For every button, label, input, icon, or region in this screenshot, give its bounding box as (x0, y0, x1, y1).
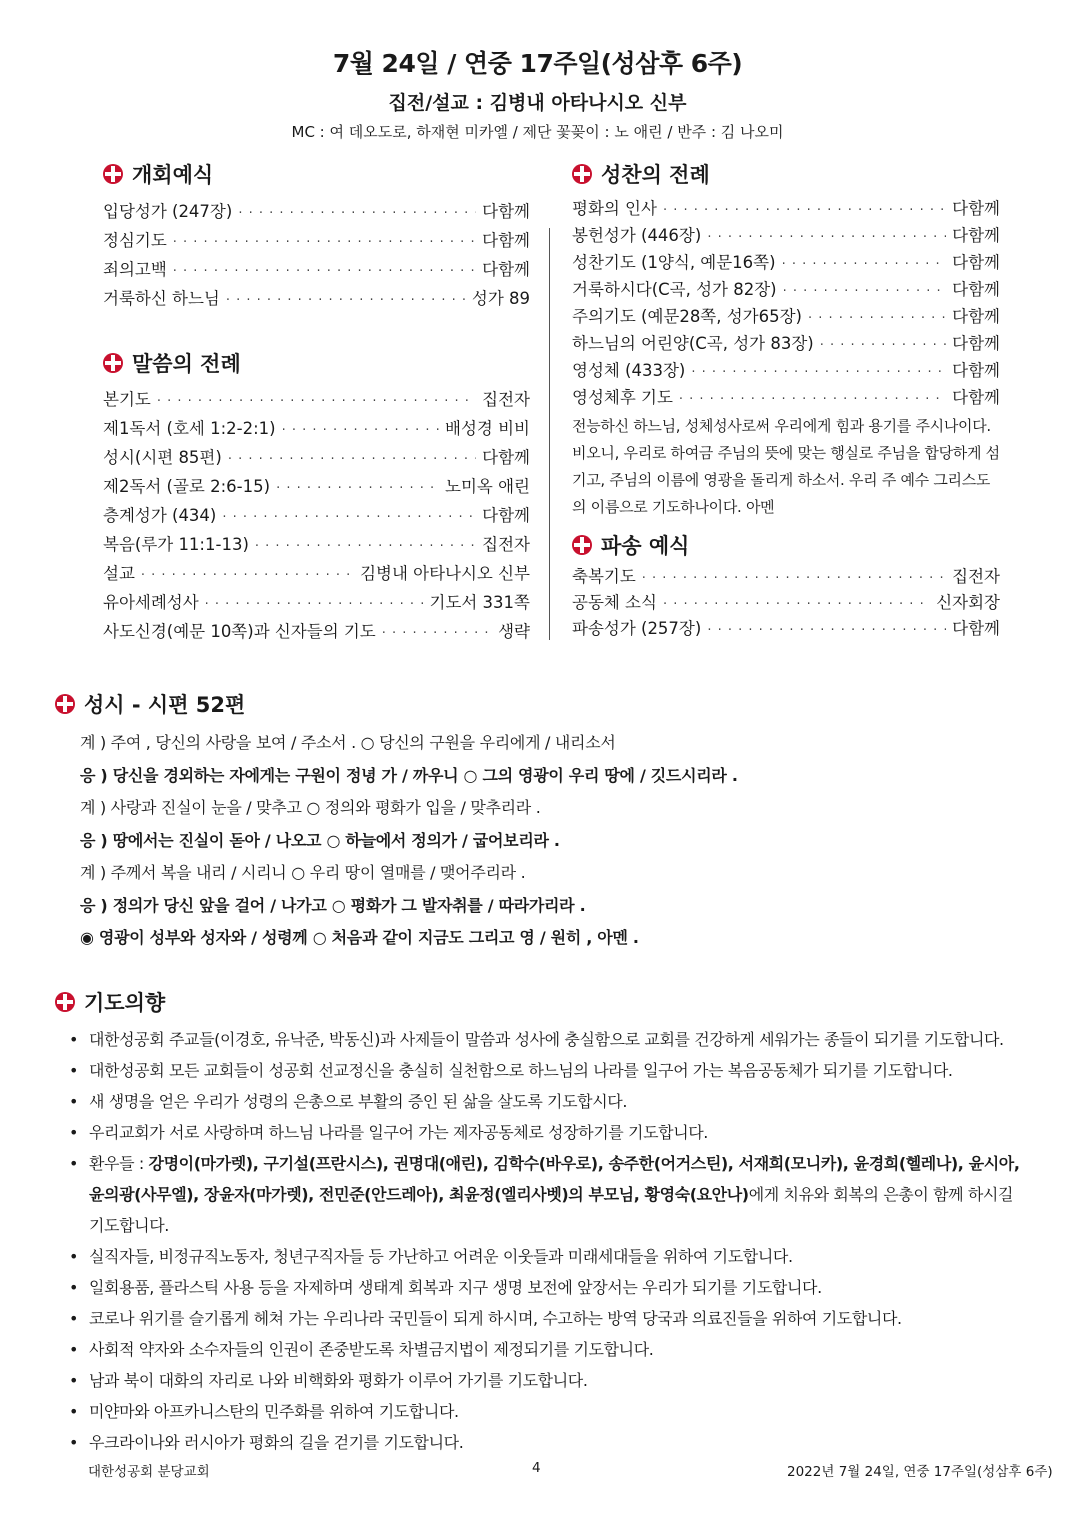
list-item: • 새 생명을 얻은 우리가 성령의 은총으로 부활의 증인 된 삶을 살도록 기도합시다. (69, 1086, 1030, 1117)
cross-icon (572, 535, 592, 555)
cross-icon (572, 164, 592, 184)
list-item: 성시(시편 85편) · · · 다함께 (103, 443, 530, 472)
bulletin-header (0, 44, 1075, 142)
list-item: 복음(루가 11:1-13) · · · 집전자 (103, 530, 530, 559)
psalm-line: ◉ 영광이 성부와 성자와 / 성령께 ○ 처음과 같이 지금도 그리고 영 / 원히 , 아멘 . (80, 928, 639, 947)
list-item-sick: • 환우들 : 강명이(마가렛), 구기설(프란시스), 권명대(애린), 김학수(바우로), 송주한(어거스틴), 서재희(모니카), 윤경희(헬레나), 윤시아, 윤의광(사무엘), 장윤자(마가렛), 전민준(안드레아), 최윤정(엘리사벳)의 부모님, 황영숙(요안나)에게 치유와 회복의 은총이 함께 하시길 기도합니다. (69, 1148, 1030, 1241)
intentions-heading: 기도의향 (55, 988, 1030, 1016)
list-item: 거룩하시다(C곡, 성가 82장) · · · 다함께 (572, 276, 1000, 303)
footer-date: 2022년 7월 24일, 연중 17주일(성삼후 6주) (787, 1464, 1053, 1480)
sick-names: 강명이(마가렛), 구기설(프란시스), 권명대(애린), 김학수(바우로), 송주한(어거스틴), 서재희(모니카), 윤경희(헬레나), 윤시아, 윤의광(사무엘), 장윤자(마가렛), 전민준(안드레아), 최윤정(엘리사벳)의 부모님, 황영숙(요안나) (89, 1154, 1020, 1204)
eucharist-heading: 성찬의 전례 (572, 160, 1000, 188)
psalm-line: 응 ) 당신을 경외하는 자에게는 구원이 정녕 가 / 까우니 ○ 그의 영광이 우리 땅에 / 깃드시리라 . (80, 765, 738, 785)
list-item: 유아세례성사 · · · 기도서 331쪽 (103, 588, 530, 617)
psalm-heading: 성시 - 시편 52편 (55, 690, 1035, 718)
psalm-line: 응 ) 정의가 당신 앞을 걸어 / 나가고 ○ 평화가 그 발자취를 / 따라가리라 . (80, 895, 586, 915)
intentions-list (69, 1024, 1030, 1458)
list-item: 거룩하신 하느님 · · · 성가 89 (103, 284, 530, 313)
list-item: • 대한성공회 주교들(이경호, 유낙준, 박동신)과 사제들이 말씀과 성사에 충실함으로 교회를 건강하게 세워가는 종들이 되기를 기도합니다. (69, 1024, 1030, 1055)
list-item: 하느님의 어린양(C곡, 성가 83장) · · · 다함께 (572, 330, 1000, 357)
psalm-section (55, 690, 1035, 955)
list-item: 평화의 인사 · · · 다함께 (572, 195, 1000, 222)
cross-icon (103, 164, 123, 184)
list-item: 사도신경(예문 10쪽)과 신자들의 기도 · · · 생략 (103, 617, 530, 646)
list-item: 파송성가 (257장) · · · 다함께 (572, 616, 1000, 642)
eucharist-list (572, 195, 1000, 411)
left-column (103, 160, 530, 646)
mc-line: MC : 여 데오도로, 하재현 미카엘 / 제단 꽃꽂이 : 노 애린 / 반주 : 김 나오미 (291, 123, 784, 141)
list-item: • 대한성공회 모든 교회들이 성공회 선교정신을 충실히 실천함으로 하느님의 나라를 일구어 가는 복음공동체가 되기를 기도합니다. (69, 1055, 1030, 1086)
list-item: 입당성가 (247장) · · · 다함께 (103, 197, 530, 226)
post-communion-prayer: 전능하신 하느님, 성체성사로써 우리에게 힘과 용기를 주시나이다. 비오니, 우리로 하여금 주님의 뜻에 맞는 행실로 주님을 합당하게 섬기고, 주님의 이름에 영광을 돌리게 하소서. 우리 주 예수 그리스도의 이름으로 기도하나이다. 아멘 (572, 417, 1000, 516)
dismissal-list (572, 564, 1000, 642)
word-list (103, 385, 530, 646)
cross-icon (55, 694, 75, 714)
list-item: 설교 · · · 김병내 아타나시오 신부 (103, 559, 530, 588)
psalm-line: 계 ) 주께서 복을 내리 / 시리니 ○ 우리 땅이 열매를 / 맺어주리라 . (80, 863, 526, 882)
list-item: 성찬기도 (1양식, 예문16쪽) · · · 다함께 (572, 249, 1000, 276)
list-item: • 일회용품, 플라스틱 사용 등을 자제하며 생태계 회복과 지구 생명 보전에 앞장서는 우리가 되기를 기도합니다. (69, 1272, 1030, 1303)
list-item: 제1독서 (호세 1:2-2:1) · · · 배성경 비비 (103, 414, 530, 443)
list-item: 제2독서 (골로 2:6-15) · · · 노미옥 애린 (103, 472, 530, 501)
list-item: • 코로나 위기를 슬기롭게 헤쳐 가는 우리나라 국민들이 되게 하시며, 수고하는 방역 당국과 의료진들을 위하여 기도합니다. (69, 1303, 1030, 1334)
intentions-section (55, 988, 1030, 1458)
list-item: • 실직자들, 비정규직노동자, 청년구직자들 등 가난하고 어려운 이웃들과 미래세대들을 위하여 기도합니다. (69, 1241, 1030, 1272)
cross-icon (103, 353, 123, 373)
celebrant-line: 집전/설교 : 김병내 아타나시오 신부 (388, 92, 687, 114)
dismissal-heading: 파송 예식 (572, 531, 1000, 559)
list-item: • 우크라이나와 러시아가 평화의 길을 걷기를 기도합니다. (69, 1427, 1030, 1458)
psalm-line: 계 ) 사랑과 진실이 눈을 / 맞추고 ○ 정의와 평화가 입을 / 맞추리라 . (80, 798, 541, 817)
word-heading: 말씀의 전례 (103, 349, 530, 377)
list-item: 본기도 · · · 집전자 (103, 385, 530, 414)
opening-heading: 개회예식 (103, 160, 530, 188)
list-item: • 우리교회가 서로 사랑하며 하느님 나라를 일구어 가는 제자공동체로 성장하기를 기도합니다. (69, 1117, 1030, 1148)
column-divider (549, 228, 550, 640)
list-item: 영성체 (433장) · · · 다함께 (572, 357, 1000, 384)
list-item: • 사회적 약자와 소수자들의 인권이 존중받도록 차별금지법이 제정되기를 기도합니다. (69, 1334, 1030, 1365)
opening-list (103, 197, 530, 313)
list-item: 영성체후 기도 · · · 다함께 (572, 384, 1000, 411)
list-item: 공동체 소식 · · · 신자회장 (572, 590, 1000, 616)
list-item: 축복기도 · · · 집전자 (572, 564, 1000, 590)
page-number: 4 (532, 1460, 541, 1476)
list-item: • 남과 북이 대화의 자리로 나와 비핵화와 평화가 이루어 가기를 기도합니다. (69, 1365, 1030, 1396)
list-item: • 미얀마와 아프카니스탄의 민주화를 위하여 기도합니다. (69, 1396, 1030, 1427)
psalm-line: 계 ) 주여 , 당신의 사랑을 보여 / 주소서 . ○ 당신의 구원을 우리에게 / 내리소서 (80, 733, 616, 752)
list-item: 주의기도 (예문28쪽, 성가65장) · · · 다함께 (572, 303, 1000, 330)
list-item: 정심기도 · · · 다함께 (103, 226, 530, 255)
footer-church: 대한성공회 분당교회 (88, 1464, 210, 1480)
cross-icon (55, 992, 75, 1012)
list-item: 봉헌성가 (446장) · · · 다함께 (572, 222, 1000, 249)
right-column (572, 160, 1000, 642)
list-item: 층계성가 (434) · · · 다함께 (103, 501, 530, 530)
list-item: 죄의고백 · · · 다함께 (103, 255, 530, 284)
psalm-line: 응 ) 땅에서는 진실이 돋아 / 나오고 ○ 하늘에서 정의가 / 굽어보리라 . (80, 830, 560, 850)
psalm-lines (80, 727, 1035, 955)
page-title: 7월 24일 / 연중 17주일(성삼후 6주) (332, 49, 743, 78)
